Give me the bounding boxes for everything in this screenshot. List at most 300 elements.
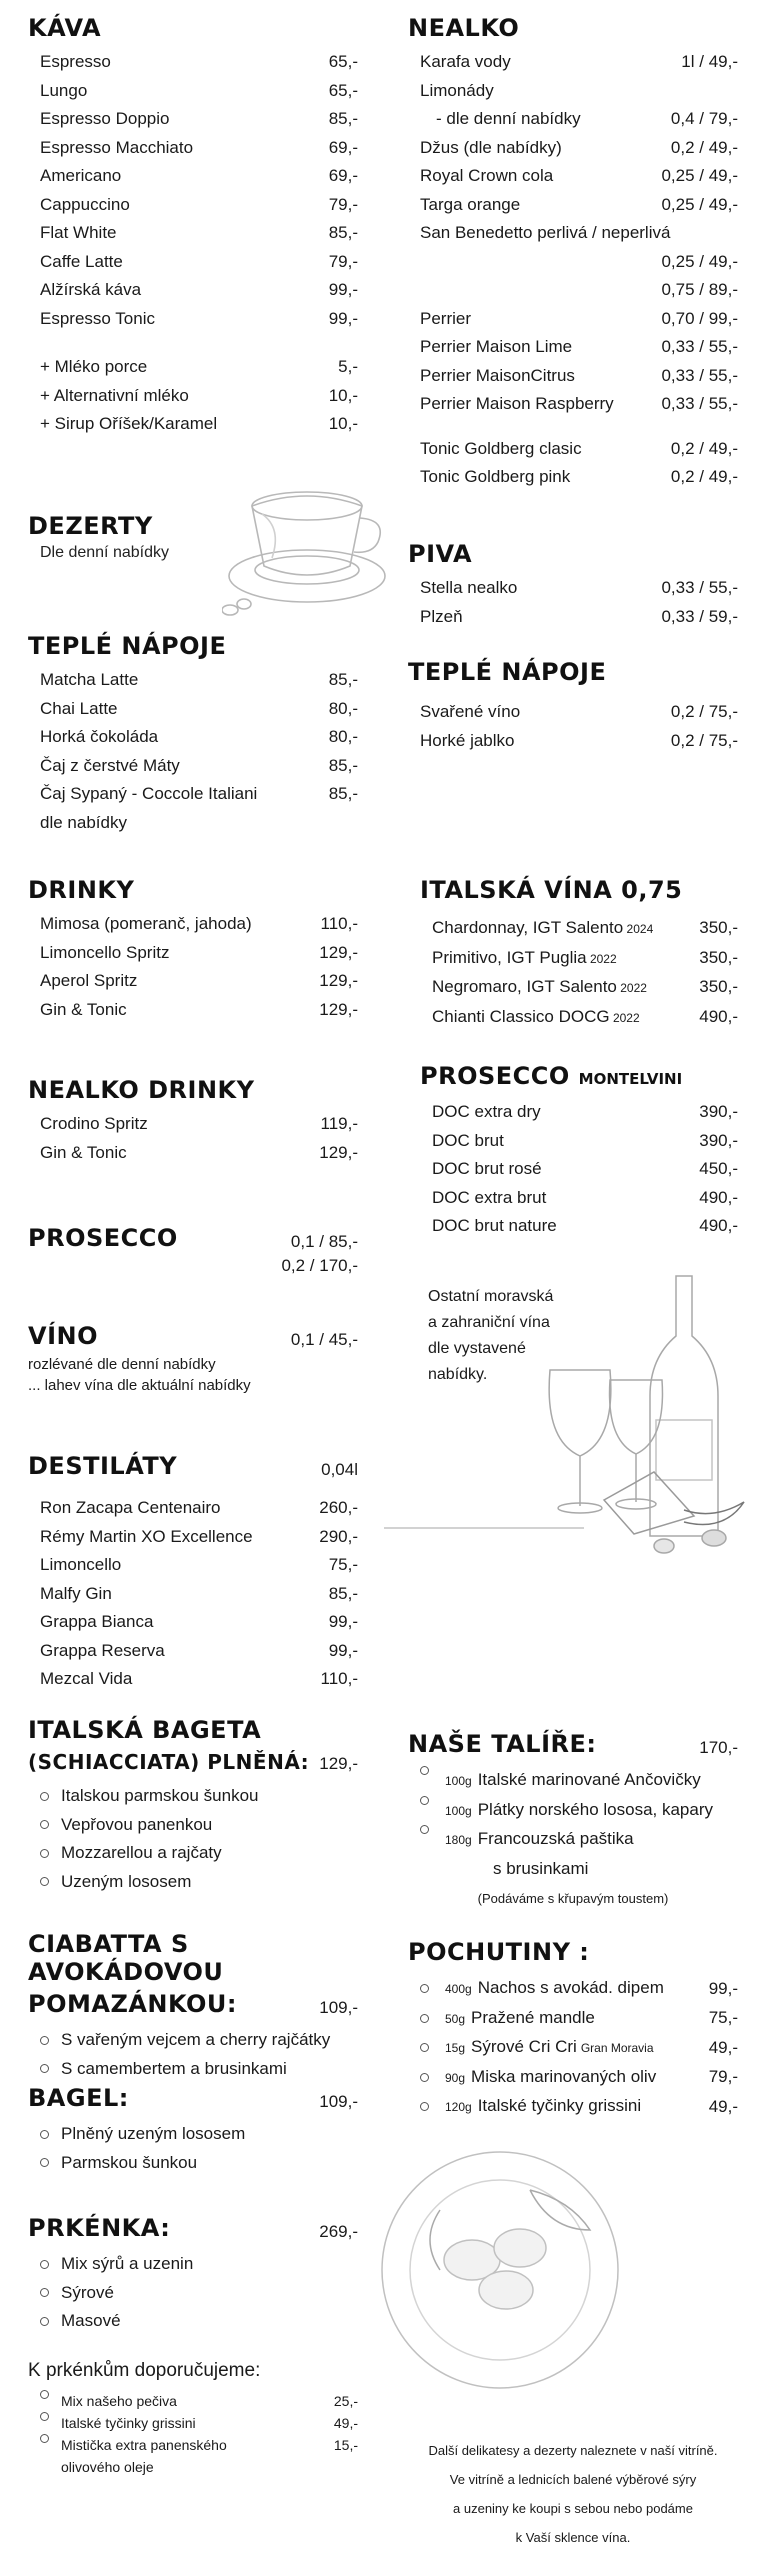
item-name: Karafa vody bbox=[420, 52, 511, 71]
section-title: DESTILÁTY bbox=[28, 1452, 178, 1480]
teple-list bbox=[28, 666, 358, 837]
item-price: 79,- bbox=[328, 194, 358, 214]
section-title: NEALKO bbox=[408, 14, 520, 42]
section-title: ITALSKÁ BAGETA bbox=[28, 1716, 262, 1744]
item-weight: 50g bbox=[445, 2011, 466, 2026]
item-price: 260,- bbox=[319, 1498, 358, 1517]
section-title: VÍNO bbox=[28, 1322, 98, 1350]
bagel-list bbox=[28, 2120, 358, 2177]
bullet-item bbox=[28, 2390, 358, 2412]
prosecco-list bbox=[420, 1098, 738, 1241]
tonic-list bbox=[408, 435, 738, 492]
item-price: 80,- bbox=[328, 698, 358, 718]
item-text bbox=[441, 2004, 709, 2034]
item-price: 85,- bbox=[328, 755, 358, 775]
item-price: 69,- bbox=[328, 137, 358, 157]
item-price: 85,- bbox=[328, 223, 358, 242]
kava-extras-list bbox=[28, 353, 358, 439]
item-name: Crodino Spritz bbox=[40, 1114, 148, 1133]
coffee-cup-sketch-icon bbox=[222, 458, 392, 628]
item-name: Tonic Goldberg pink bbox=[420, 467, 571, 486]
item-name: + Alternativní mléko bbox=[40, 385, 189, 405]
section-teple-napoje-right bbox=[408, 658, 738, 755]
talire-list bbox=[408, 1766, 738, 1883]
item-price: 129,- bbox=[319, 971, 358, 990]
bullet-item bbox=[408, 2063, 738, 2093]
bullet-item bbox=[408, 1974, 738, 2004]
item-price: 0,25 / 49,- bbox=[661, 251, 738, 271]
item-price: 0,2 / 49,- bbox=[670, 438, 738, 458]
ciabatta-price: 109,- bbox=[319, 1998, 358, 2017]
menu-item bbox=[408, 248, 738, 277]
menu-item bbox=[420, 1212, 738, 1241]
bullet-icon bbox=[40, 1877, 49, 1886]
item-name: Miska marinovaných oliv bbox=[471, 2066, 657, 2086]
olives-plate-icon bbox=[380, 2130, 680, 2420]
section-title: DRINKY bbox=[28, 876, 135, 904]
menu-item bbox=[420, 1098, 738, 1127]
item-price: 0,75 / 89,- bbox=[661, 280, 738, 299]
menu-item bbox=[408, 390, 738, 419]
item-price: 65,- bbox=[328, 80, 358, 100]
talire-note: (Podáváme s křupavým toustem) bbox=[477, 1891, 669, 1906]
item-name: Aperol Spritz bbox=[40, 971, 138, 990]
item-name: Perrier Maison Lime bbox=[420, 337, 573, 356]
section-prosecco bbox=[28, 1224, 358, 1276]
item-weight: 400g bbox=[445, 1982, 472, 1996]
item-name bbox=[420, 248, 661, 277]
bullet-item bbox=[408, 2033, 738, 2063]
item-name: Lungo bbox=[40, 80, 88, 100]
item-name: Royal Crown cola bbox=[420, 166, 554, 185]
item-name: Parmskou šunkou bbox=[61, 2152, 198, 2172]
menu-item bbox=[420, 944, 738, 974]
menu-item bbox=[408, 162, 738, 191]
bullet-item bbox=[28, 2149, 358, 2178]
bullet-icon bbox=[420, 1984, 429, 1993]
doporucujeme-list bbox=[28, 2390, 358, 2478]
bullet-icon bbox=[420, 2102, 429, 2111]
item-name: Masové bbox=[61, 2311, 121, 2330]
section-doporucujeme bbox=[28, 2360, 358, 2478]
item-name: Chardonnay, IGT Salento 2024 bbox=[432, 918, 654, 937]
section-piva bbox=[408, 540, 738, 631]
menu-item bbox=[28, 162, 358, 191]
menu-item bbox=[408, 305, 738, 334]
item-name: Limoncello Spritz bbox=[40, 942, 170, 962]
vino-note: rozlévané dle denní nabídky bbox=[28, 1356, 216, 1373]
section-title: PROSECCO bbox=[420, 1062, 570, 1090]
item-price: 0,2 / 49,- bbox=[670, 467, 738, 486]
item-weight: 100g bbox=[445, 1803, 472, 1818]
bullet-item bbox=[28, 2434, 358, 2478]
item-weight: 100g bbox=[445, 1774, 472, 1788]
menu-item bbox=[28, 1139, 358, 1168]
menu-item bbox=[28, 752, 358, 781]
menu-item bbox=[408, 48, 738, 77]
menu-item bbox=[408, 219, 738, 248]
ciabatta-list bbox=[28, 2026, 358, 2083]
item-name: Čaj z čerstvé Máty bbox=[40, 755, 180, 775]
item-name: Pražené mandle bbox=[471, 2007, 595, 2027]
item-price: 49,- bbox=[708, 2096, 738, 2116]
menu-item bbox=[28, 77, 358, 106]
item-year: 2022 bbox=[609, 1010, 640, 1025]
item-extra: Gran Moravia bbox=[580, 2041, 654, 2055]
section-bagel bbox=[28, 2084, 358, 2177]
section-title: K prkénkům doporučujeme: bbox=[28, 2360, 261, 2381]
item-price: 75,- bbox=[328, 1555, 358, 1574]
item-price: 390,- bbox=[699, 1130, 738, 1150]
section-prkenka bbox=[28, 2214, 358, 2336]
vino-note-bottle: ... lahev vína dle aktuální nabídky bbox=[28, 1377, 251, 1394]
menu-item bbox=[420, 1003, 738, 1033]
bullet-item bbox=[28, 2250, 358, 2279]
item-name: Targa orange bbox=[420, 194, 521, 214]
bullet-item bbox=[408, 1825, 738, 1883]
section-prosecco-montelvini bbox=[420, 1062, 738, 1241]
item-price: 0,2 / 75,- bbox=[670, 730, 738, 750]
menu-item bbox=[28, 105, 358, 134]
bullet-item bbox=[28, 2412, 358, 2434]
item-name: Mozzarellou a rajčaty bbox=[61, 1843, 222, 1862]
item-price: 85,- bbox=[328, 1583, 358, 1603]
section-title: PRKÉNKA: bbox=[28, 2214, 171, 2242]
menu-item bbox=[28, 1665, 358, 1694]
destilaty-unit: 0,04l bbox=[321, 1460, 358, 1479]
menu-item bbox=[28, 967, 358, 996]
footer-line: a uzeniny ke koupi s sebou nebo podáme bbox=[453, 2501, 693, 2516]
item-name: Italské tyčinky grissini bbox=[61, 2415, 196, 2431]
section-talire bbox=[408, 1730, 738, 1906]
bullet-icon bbox=[420, 1796, 429, 1805]
section-subtitle: (SCHIACCIATA) PLNĚNÁ: bbox=[28, 1750, 310, 1774]
item-name: DOC brut bbox=[432, 1130, 504, 1150]
bullet-item bbox=[408, 1766, 738, 1796]
prosecco-price-01: 0,1 / 85,- bbox=[290, 1232, 358, 1251]
bullet-icon bbox=[40, 2036, 49, 2045]
footer-line: Ve vitríně a lednicích balené výběrové sýry bbox=[449, 2472, 697, 2487]
menu-item bbox=[420, 914, 738, 944]
section-title: NEALKO DRINKY bbox=[28, 1076, 255, 1104]
item-name: Stella nealko bbox=[420, 578, 518, 597]
item-price: 129,- bbox=[319, 942, 358, 962]
item-price: 350,- bbox=[699, 947, 738, 967]
dezerty-note: Dle denní nabídky bbox=[40, 544, 169, 561]
item-name: Gin & Tonic bbox=[40, 999, 127, 1019]
item-price: 0,25 / 49,- bbox=[661, 194, 738, 214]
prkenka-price: 269,- bbox=[319, 2222, 358, 2241]
item-name: Negromaro, IGT Salento 2022 bbox=[432, 977, 647, 996]
item-name: Italskou parmskou šunkou bbox=[61, 1786, 259, 1805]
bullet-icon bbox=[420, 1825, 429, 1834]
menu-item bbox=[420, 1127, 738, 1156]
item-name: Grappa Bianca bbox=[40, 1612, 154, 1631]
bullet-icon bbox=[40, 2158, 49, 2167]
menu-item bbox=[408, 105, 738, 134]
item-name: Horké jablko bbox=[420, 730, 515, 750]
menu-item bbox=[28, 666, 358, 695]
item-name: dle nabídky bbox=[40, 812, 127, 832]
section-title: CIABATTA S AVOKÁDOVOU bbox=[28, 1930, 224, 1986]
kava-list bbox=[28, 48, 358, 333]
item-name: DOC extra brut bbox=[432, 1187, 547, 1207]
item-name: Perrier MaisonCitrus bbox=[420, 365, 575, 385]
item-text bbox=[441, 1766, 701, 1796]
item-name: Vepřovou panenkou bbox=[61, 1814, 213, 1834]
item-name: Limonády bbox=[420, 80, 494, 100]
menu-item bbox=[408, 727, 738, 756]
destilaty-list bbox=[28, 1494, 358, 1694]
item-price: 0,70 / 99,- bbox=[661, 308, 738, 328]
section-title: TEPLÉ NÁPOJE bbox=[28, 632, 227, 660]
item-price: 5,- bbox=[338, 357, 358, 376]
section-title: PROSECCO bbox=[28, 1224, 178, 1252]
item-price: 0,4 / 79,- bbox=[670, 109, 738, 128]
item-price: 450,- bbox=[699, 1159, 738, 1178]
bullet-icon bbox=[40, 2064, 49, 2073]
bageta-price: 129,- bbox=[319, 1754, 358, 1773]
item-price: 0,33 / 55,- bbox=[661, 394, 738, 413]
item-price: 290,- bbox=[319, 1526, 358, 1546]
item-name: Limoncello bbox=[40, 1555, 122, 1574]
item-name: Perrier bbox=[420, 308, 472, 328]
bullet-item bbox=[28, 2279, 358, 2308]
item-price: 0,33 / 59,- bbox=[661, 606, 738, 626]
item-name: Mimosa (pomeranč, jahoda) bbox=[40, 914, 252, 933]
section-subtitle: POMAZÁNKOU: bbox=[28, 1990, 238, 2018]
item-name: Rémy Martin XO Excellence bbox=[40, 1526, 253, 1546]
item-year: 2022 bbox=[616, 981, 647, 995]
item-name: Malfy Gin bbox=[40, 1583, 112, 1603]
item-name: Espresso Tonic bbox=[40, 308, 155, 328]
item-name: Sýrové Cri Cri bbox=[471, 2037, 577, 2056]
item-name: Americano bbox=[40, 166, 122, 185]
item-price: 129,- bbox=[319, 999, 358, 1019]
vino-price: 0,1 / 45,- bbox=[290, 1330, 358, 1349]
menu-item bbox=[28, 410, 358, 439]
item-name: Gin & Tonic bbox=[40, 1142, 127, 1162]
item-price: 75,- bbox=[708, 2008, 738, 2027]
bageta-list bbox=[28, 1782, 358, 1896]
item-name: DOC brut nature bbox=[432, 1216, 557, 1235]
nealko-list bbox=[408, 48, 738, 419]
footer-line: k Vaší sklence vína. bbox=[515, 2530, 631, 2545]
item-price: 0,33 / 55,- bbox=[661, 578, 738, 597]
menu-item bbox=[28, 910, 358, 939]
menu-item bbox=[28, 780, 358, 809]
item-name: Italské marinované Ančovičky bbox=[477, 1770, 701, 1789]
item-name: Horká čokoláda bbox=[40, 727, 159, 746]
note-line: nabídky. bbox=[428, 1366, 488, 1383]
section-italska-vina bbox=[420, 876, 738, 1032]
section-destilaty bbox=[28, 1452, 358, 1694]
item-price: 99,- bbox=[328, 308, 358, 328]
item-price: 10,- bbox=[328, 385, 358, 405]
item-name: Primitivo, IGT Puglia 2022 bbox=[432, 947, 617, 967]
menu-item bbox=[408, 191, 738, 220]
menu-item bbox=[28, 305, 358, 334]
item-price: 119,- bbox=[320, 1114, 358, 1133]
bullet-item bbox=[28, 2307, 358, 2336]
bullet-icon bbox=[40, 1849, 49, 1858]
bullet-icon bbox=[420, 2014, 429, 2023]
item-name: DOC extra dry bbox=[432, 1102, 541, 1121]
item-price: 0,25 / 49,- bbox=[661, 166, 738, 185]
bullet-item bbox=[28, 2026, 358, 2055]
item-price: 0,2 / 75,- bbox=[670, 702, 738, 721]
menu-item bbox=[408, 603, 738, 632]
section-vino bbox=[28, 1322, 358, 1394]
bullet-item bbox=[408, 2004, 738, 2034]
drinky-list bbox=[28, 910, 358, 1024]
item-name: Francouzská paštika bbox=[477, 1829, 634, 1848]
bullet-icon bbox=[420, 2043, 429, 2052]
section-title: TEPLÉ NÁPOJE bbox=[408, 658, 607, 686]
item-name: Espresso bbox=[40, 52, 111, 71]
section-drinky bbox=[28, 876, 358, 1024]
bullet-item bbox=[28, 1868, 358, 1897]
item-name: Mix našeho pečiva bbox=[61, 2393, 177, 2409]
menu-item bbox=[28, 1608, 358, 1637]
item-text bbox=[441, 2092, 709, 2122]
menu-item bbox=[28, 1637, 358, 1666]
section-brand: MONTELVINI bbox=[578, 1070, 683, 1088]
item-name: Plzeň bbox=[420, 606, 463, 626]
item-name: Grappa Reserva bbox=[40, 1640, 165, 1660]
item-price: 110,- bbox=[320, 914, 358, 933]
bullet-icon bbox=[420, 1766, 429, 1775]
item-weight: 180g bbox=[445, 1833, 472, 1847]
section-title: KÁVA bbox=[28, 14, 102, 42]
item-name: Chianti Classico DOCG 2022 bbox=[432, 1006, 640, 1026]
menu-item bbox=[28, 219, 358, 248]
item-name: Espresso Doppio bbox=[40, 109, 170, 128]
bullet-icon bbox=[420, 2073, 429, 2082]
item-name: DOC brut rosé bbox=[432, 1159, 542, 1178]
item-name: Čaj Sypaný - Coccole Italiani bbox=[40, 784, 258, 803]
item-price: 10,- bbox=[328, 414, 358, 433]
menu-item bbox=[28, 996, 358, 1025]
menu-item bbox=[408, 276, 738, 305]
menu-item bbox=[28, 382, 358, 411]
section-title: BAGEL: bbox=[28, 2084, 129, 2112]
item-price: 99,- bbox=[328, 280, 358, 299]
item-year: 2022 bbox=[586, 951, 617, 966]
bullet-icon bbox=[40, 2288, 49, 2297]
note-line: Ostatní moravská bbox=[428, 1288, 554, 1305]
menu-item bbox=[28, 939, 358, 968]
section-ciabatta bbox=[28, 1930, 358, 2083]
menu-item bbox=[28, 1580, 358, 1609]
bullet-item bbox=[408, 2092, 738, 2122]
section-title: POCHUTINY : bbox=[408, 1938, 590, 1966]
item-price: 129,- bbox=[319, 1142, 358, 1162]
item-price: 25,- bbox=[333, 2393, 358, 2409]
item-price: 49,- bbox=[333, 2415, 358, 2431]
bullet-icon bbox=[40, 2434, 49, 2443]
bullet-item bbox=[28, 2120, 358, 2149]
menu-item bbox=[408, 134, 738, 163]
bullet-icon bbox=[40, 2317, 49, 2326]
item-price: 49,- bbox=[708, 2037, 738, 2057]
bullet-item bbox=[28, 1782, 358, 1811]
menu-item bbox=[408, 463, 738, 492]
item-price: 490,- bbox=[699, 1187, 738, 1207]
menu-item bbox=[408, 698, 738, 727]
section-nealko-drinky bbox=[28, 1076, 358, 1167]
bullet-icon bbox=[40, 2412, 49, 2421]
vina-list bbox=[420, 914, 738, 1032]
item-name: + Mléko porce bbox=[40, 357, 148, 376]
item-name: San Benedetto perlivá / neperlivá bbox=[420, 223, 671, 242]
item-text bbox=[441, 1796, 713, 1826]
bullet-icon bbox=[40, 1820, 49, 1829]
menu-item bbox=[408, 333, 738, 362]
teple-right-list bbox=[408, 698, 738, 755]
section-title: NAŠE TALÍŘE: bbox=[408, 1730, 597, 1758]
bullet-item bbox=[28, 1811, 358, 1840]
item-name: Tonic Goldberg clasic bbox=[420, 438, 582, 458]
item-price: 0,2 / 49,- bbox=[670, 137, 738, 157]
talire-price: 170,- bbox=[699, 1738, 738, 1757]
item-price: 85,- bbox=[328, 670, 358, 689]
item-name-2: s brusinkami bbox=[493, 1858, 589, 1878]
menu-item bbox=[28, 1110, 358, 1139]
prosecco-price-02: 0,2 / 170,- bbox=[281, 1256, 358, 1275]
item-price: 0,33 / 55,- bbox=[661, 337, 738, 356]
item-price: 350,- bbox=[699, 977, 738, 996]
menu-item bbox=[408, 574, 738, 603]
menu-item bbox=[28, 134, 358, 163]
item-price: 65,- bbox=[328, 52, 358, 71]
item-name: Mix sýrů a uzenin bbox=[61, 2254, 194, 2273]
note-line: dle vystavené bbox=[428, 1340, 526, 1357]
item-price: 99,- bbox=[328, 1640, 358, 1660]
item-price: 490,- bbox=[699, 1006, 738, 1026]
item-name: Džus (dle nabídky) bbox=[420, 137, 562, 157]
item-name: Svařené víno bbox=[420, 702, 521, 721]
menu-item bbox=[28, 353, 358, 382]
item-price: 85,- bbox=[328, 109, 358, 128]
bullet-icon bbox=[40, 1792, 49, 1801]
menu-item bbox=[420, 973, 738, 1003]
bagel-price: 109,- bbox=[319, 2092, 358, 2111]
section-title: DEZERTY bbox=[28, 512, 153, 540]
item-name: Chai Latte bbox=[40, 698, 118, 718]
item-price: 0,33 / 55,- bbox=[661, 365, 738, 385]
item-name: Mistička extra panenského olivového oleje bbox=[61, 2437, 227, 2475]
item-name: Plněný uzeným lososem bbox=[61, 2124, 246, 2143]
prkenka-list bbox=[28, 2250, 358, 2336]
item-name: Sýrové bbox=[61, 2282, 114, 2302]
section-kava bbox=[28, 14, 358, 439]
menu-item bbox=[408, 77, 738, 106]
item-price: 390,- bbox=[699, 1102, 738, 1121]
item-name: Espresso Macchiato bbox=[40, 137, 194, 157]
bullet-item bbox=[408, 1796, 738, 1826]
menu-item bbox=[28, 1523, 358, 1552]
item-price: 110,- bbox=[320, 1669, 358, 1688]
item-weight: 120g bbox=[445, 2100, 472, 2114]
item-name: Italské tyčinky grissini bbox=[477, 2096, 642, 2115]
item-text bbox=[441, 1825, 634, 1883]
bullet-icon bbox=[40, 2130, 49, 2139]
section-title: PIVA bbox=[408, 540, 473, 568]
note-line: a zahraniční vína bbox=[428, 1314, 550, 1331]
item-name: Cappuccino bbox=[40, 194, 130, 214]
pochutiny-list bbox=[408, 1974, 738, 2122]
